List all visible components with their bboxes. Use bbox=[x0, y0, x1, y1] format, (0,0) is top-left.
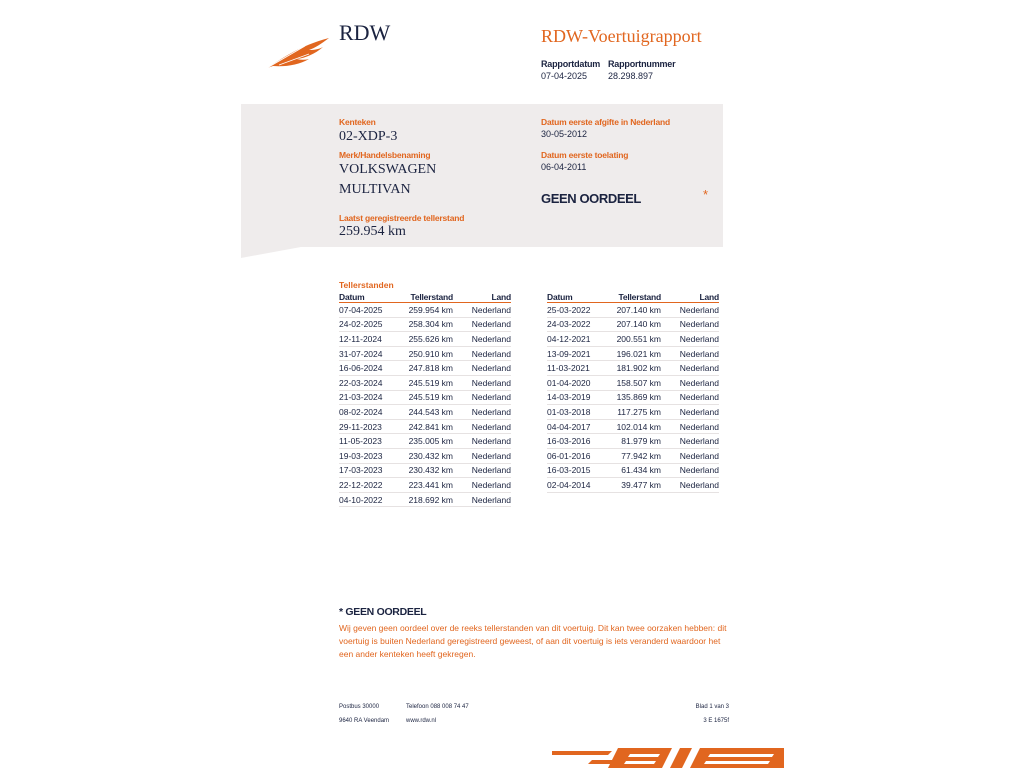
table-row bbox=[547, 375, 719, 390]
table-row bbox=[339, 492, 511, 507]
table-row bbox=[339, 303, 511, 318]
cell-date: 25-03-2022 bbox=[547, 303, 609, 318]
cell-reading: 223.441 km bbox=[401, 478, 461, 493]
cell-country: Nederland bbox=[669, 463, 719, 478]
plate-value: 02-XDP-3 bbox=[339, 129, 398, 144]
cell-reading: 102.014 km bbox=[609, 419, 669, 434]
table-row bbox=[547, 361, 719, 376]
cell-reading: 61.434 km bbox=[609, 463, 669, 478]
decorative-stripes-graphic bbox=[552, 746, 784, 768]
cell-date: 17-03-2023 bbox=[339, 463, 401, 478]
cell-date: 22-12-2022 bbox=[339, 478, 401, 493]
cell-date: 24-03-2022 bbox=[547, 317, 609, 332]
cell-date: 29-11-2023 bbox=[339, 419, 401, 434]
cell-country: Nederland bbox=[461, 492, 511, 507]
table-row bbox=[339, 361, 511, 376]
readings-table-right bbox=[547, 292, 719, 493]
table-row bbox=[339, 463, 511, 478]
cell-reading: 117.275 km bbox=[609, 405, 669, 420]
rdw-feather-logo bbox=[265, 34, 331, 70]
cell-date: 31-07-2024 bbox=[339, 346, 401, 361]
column-header-date: Datum bbox=[547, 292, 609, 303]
cell-country: Nederland bbox=[669, 361, 719, 376]
cell-date: 21-03-2024 bbox=[339, 390, 401, 405]
cell-country: Nederland bbox=[669, 346, 719, 361]
table-header-row bbox=[339, 292, 511, 303]
cell-date: 16-06-2024 bbox=[339, 361, 401, 376]
table-row bbox=[547, 332, 719, 347]
cell-date: 12-11-2024 bbox=[339, 332, 401, 347]
cell-country: Nederland bbox=[461, 361, 511, 376]
cell-reading: 255.626 km bbox=[401, 332, 461, 347]
table-row bbox=[339, 375, 511, 390]
plate-label: Kenteken bbox=[339, 117, 376, 127]
cell-reading: 258.304 km bbox=[401, 317, 461, 332]
footer-page-number: Blad 1 van 3 bbox=[695, 704, 729, 710]
cell-reading: 207.140 km bbox=[609, 317, 669, 332]
cell-date: 06-01-2016 bbox=[547, 448, 609, 463]
cell-date: 07-04-2025 bbox=[339, 303, 401, 318]
table-row bbox=[547, 405, 719, 420]
column-header-reading: Tellerstand bbox=[609, 292, 669, 303]
footer-city: 9640 RA Veendam bbox=[339, 718, 390, 724]
footnote-text: Wij geven geen oordeel over de reeks tellerstanden van dit voertuig. Dit kan twee oorzaken hebben: dit voertuig is buiten Nederland geregistreerd geweest, of aan dit voertuig is iets veranderd waardoor het een ander kenteken heeft gekregen. bbox=[339, 623, 727, 659]
table-row bbox=[339, 405, 511, 420]
table-row bbox=[547, 478, 719, 493]
table-row bbox=[547, 419, 719, 434]
cell-date: 16-03-2016 bbox=[547, 434, 609, 449]
cell-reading: 250.910 km bbox=[401, 346, 461, 361]
cell-country: Nederland bbox=[669, 434, 719, 449]
cell-country: Nederland bbox=[461, 390, 511, 405]
cell-date: 14-03-2019 bbox=[547, 390, 609, 405]
report-number-value: 28.298.897 bbox=[608, 71, 654, 81]
cell-date: 02-04-2014 bbox=[547, 478, 609, 493]
readings-body-left bbox=[339, 303, 511, 507]
table-row bbox=[547, 448, 719, 463]
cell-date: 16-03-2015 bbox=[547, 463, 609, 478]
cell-date: 01-03-2018 bbox=[547, 405, 609, 420]
first-admission-label: Datum eerste toelating bbox=[541, 150, 629, 160]
readings-table-left bbox=[339, 292, 511, 507]
cell-country: Nederland bbox=[669, 419, 719, 434]
verdict-text: GEEN OORDEEL bbox=[541, 191, 641, 206]
cell-reading: 244.543 km bbox=[401, 405, 461, 420]
table-row bbox=[339, 448, 511, 463]
cell-country: Nederland bbox=[669, 332, 719, 347]
table-row bbox=[339, 332, 511, 347]
column-header-reading: Tellerstand bbox=[401, 292, 461, 303]
cell-country: Nederland bbox=[669, 390, 719, 405]
table-row bbox=[339, 478, 511, 493]
footer-web[interactable]: www.rdw.nl bbox=[406, 718, 437, 724]
cell-country: Nederland bbox=[669, 303, 719, 318]
first-nl-value: 30-05-2012 bbox=[541, 129, 588, 139]
cell-reading: 247.818 km bbox=[401, 361, 461, 376]
table-row bbox=[547, 390, 719, 405]
cell-reading: 77.942 km bbox=[609, 448, 669, 463]
cell-reading: 230.432 km bbox=[401, 448, 461, 463]
table-row bbox=[547, 346, 719, 361]
cell-country: Nederland bbox=[461, 463, 511, 478]
cell-reading: 259.954 km bbox=[401, 303, 461, 318]
footer-phone: Telefoon 088 008 74 47 bbox=[406, 704, 469, 710]
cell-reading: 235.005 km bbox=[401, 434, 461, 449]
cell-reading: 181.902 km bbox=[609, 361, 669, 376]
make-line-1: VOLKSWAGEN bbox=[339, 162, 437, 177]
cell-date: 04-10-2022 bbox=[339, 492, 401, 507]
cell-reading: 207.140 km bbox=[609, 303, 669, 318]
footer-postbus: Postbus 30000 bbox=[339, 704, 380, 710]
panel-notch bbox=[241, 247, 301, 258]
cell-date: 11-03-2021 bbox=[547, 361, 609, 376]
cell-date: 04-12-2021 bbox=[547, 332, 609, 347]
cell-reading: 135.869 km bbox=[609, 390, 669, 405]
cell-reading: 158.507 km bbox=[609, 375, 669, 390]
footnote-title: * GEEN OORDEEL bbox=[339, 606, 427, 618]
cell-date: 01-04-2020 bbox=[547, 375, 609, 390]
make-line-2: MULTIVAN bbox=[339, 182, 411, 197]
table-row bbox=[547, 303, 719, 318]
cell-reading: 196.021 km bbox=[609, 346, 669, 361]
report-date-value: 07-04-2025 bbox=[541, 71, 588, 81]
first-nl-label: Datum eerste afgifte in Nederland bbox=[541, 117, 670, 127]
cell-country: Nederland bbox=[669, 478, 719, 493]
first-admission-value: 06-04-2011 bbox=[541, 162, 587, 172]
cell-date: 13-09-2021 bbox=[547, 346, 609, 361]
odometer-value: 259.954 km bbox=[339, 224, 406, 239]
cell-country: Nederland bbox=[669, 405, 719, 420]
cell-date: 11-05-2023 bbox=[339, 434, 401, 449]
cell-country: Nederland bbox=[669, 375, 719, 390]
table-row bbox=[339, 419, 511, 434]
cell-reading: 200.551 km bbox=[609, 332, 669, 347]
cell-country: Nederland bbox=[669, 448, 719, 463]
table-row bbox=[339, 434, 511, 449]
cell-country: Nederland bbox=[461, 419, 511, 434]
readings-body-right bbox=[547, 303, 719, 493]
cell-country: Nederland bbox=[669, 317, 719, 332]
cell-country: Nederland bbox=[461, 375, 511, 390]
cell-country: Nederland bbox=[461, 332, 511, 347]
footer-code: 3 E 1675f bbox=[703, 718, 729, 724]
report-number-label: Rapportnummer bbox=[608, 59, 676, 69]
cell-country: Nederland bbox=[461, 405, 511, 420]
column-header-country: Land bbox=[669, 292, 719, 303]
cell-date: 24-02-2025 bbox=[339, 317, 401, 332]
table-row bbox=[547, 317, 719, 332]
cell-date: 04-04-2017 bbox=[547, 419, 609, 434]
table-row bbox=[339, 390, 511, 405]
table-row bbox=[339, 317, 511, 332]
cell-country: Nederland bbox=[461, 303, 511, 318]
cell-country: Nederland bbox=[461, 434, 511, 449]
report-date-label: Rapportdatum bbox=[541, 59, 601, 69]
column-header-date: Datum bbox=[339, 292, 401, 303]
table-row bbox=[547, 434, 719, 449]
readings-title: Tellerstanden bbox=[339, 280, 394, 290]
column-header-country: Land bbox=[461, 292, 511, 303]
cell-reading: 81.979 km bbox=[609, 434, 669, 449]
logo-text: RDW bbox=[339, 20, 391, 45]
table-header-row bbox=[547, 292, 719, 303]
cell-country: Nederland bbox=[461, 317, 511, 332]
table-row bbox=[339, 346, 511, 361]
report-title: RDW-Voertuigrapport bbox=[541, 26, 702, 46]
cell-date: 19-03-2023 bbox=[339, 448, 401, 463]
cell-country: Nederland bbox=[461, 478, 511, 493]
cell-reading: 218.692 km bbox=[401, 492, 461, 507]
verdict-asterisk: * bbox=[703, 187, 709, 202]
cell-country: Nederland bbox=[461, 346, 511, 361]
make-label: Merk/Handelsbenaming bbox=[339, 150, 431, 160]
cell-reading: 39.477 km bbox=[609, 478, 669, 493]
cell-reading: 230.432 km bbox=[401, 463, 461, 478]
cell-reading: 242.841 km bbox=[401, 419, 461, 434]
cell-date: 22-03-2024 bbox=[339, 375, 401, 390]
cell-country: Nederland bbox=[461, 448, 511, 463]
odometer-label: Laatst geregistreerde tellerstand bbox=[339, 213, 465, 223]
cell-reading: 245.519 km bbox=[401, 375, 461, 390]
cell-date: 08-02-2024 bbox=[339, 405, 401, 420]
cell-reading: 245.519 km bbox=[401, 390, 461, 405]
table-row bbox=[547, 463, 719, 478]
